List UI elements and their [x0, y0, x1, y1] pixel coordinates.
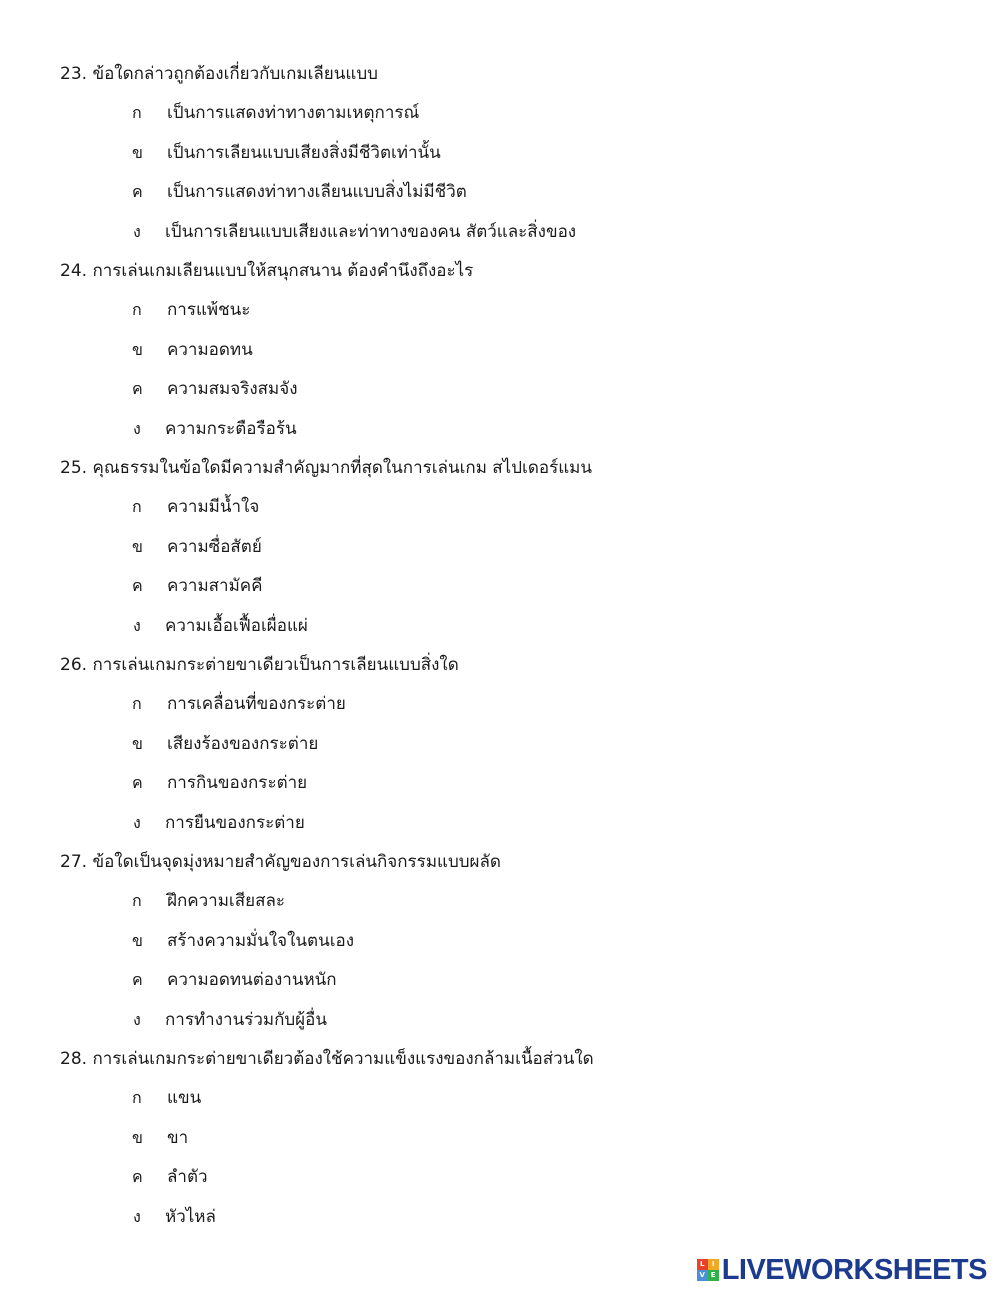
option-text: เป็นการแสดงท่าทางเลียนแบบสิ่งไม่มีชีวิต — [167, 182, 467, 203]
question-number: 27. — [60, 852, 88, 872]
option-letter: ง — [133, 812, 141, 832]
logo-tile-i: I — [708, 1259, 719, 1270]
option-text: การแพ้ชนะ — [167, 300, 251, 321]
logo-tile-e: E — [708, 1270, 719, 1281]
option-text: การเคลื่อนที่ของกระต่าย — [167, 694, 346, 715]
liveworksheets-logo-icon — [697, 1259, 719, 1281]
question-text — [60, 850, 501, 874]
option-letter: ก — [132, 694, 142, 714]
question-prompt: ข้อใดเป็นจุดมุ่งหมายสำคัญของการเล่นกิจกรรมแบบผลัด — [92, 852, 501, 872]
option-text: ความกระตือรือร้น — [165, 418, 297, 439]
option-text: ความซื่อสัตย์ — [167, 536, 262, 557]
question-number: 24. — [60, 261, 88, 281]
option-letter: ค — [132, 773, 143, 793]
question-number: 26. — [60, 655, 88, 675]
option-letter: ข — [132, 142, 143, 162]
question-prompt: การเล่นเกมกระต่ายขาเดียวเป็นการเลียนแบบสิ่งใด — [92, 655, 459, 675]
question-number: 23. — [60, 64, 88, 84]
option-letter: ข — [132, 1127, 143, 1147]
option-text: สร้างความมั่นใจในตนเอง — [167, 930, 355, 951]
question-prompt: การเล่นเกมเลียนแบบให้สนุกสนาน ต้องคำนึงถึงอะไร — [92, 261, 474, 281]
option-letter: ข — [132, 930, 143, 950]
option-text: ความมีน้ำใจ — [167, 497, 260, 518]
option-text: ฝึกความเสียสละ — [167, 891, 285, 912]
option-letter: ง — [133, 221, 141, 241]
option-text: เสียงร้องของกระต่าย — [167, 733, 319, 754]
option-letter: ก — [132, 1088, 142, 1108]
logo-tile-l: L — [697, 1259, 708, 1270]
option-letter: ข — [132, 733, 143, 753]
question-prompt: การเล่นเกมกระต่ายขาเดียวต้องใช้ความแข็งแรงของกล้ามเนื้อส่วนใด — [92, 1049, 594, 1069]
option-letter: ค — [132, 970, 143, 990]
option-letter: ง — [133, 1009, 141, 1029]
option-text: การกินของกระต่าย — [167, 773, 308, 794]
option-letter: ค — [132, 576, 143, 596]
option-text: หัวไหล่ — [165, 1206, 216, 1227]
option-letter: ค — [132, 379, 143, 399]
option-text: เป็นการเลียนแบบเสียงและท่าทางของคน สัตว์และสิ่งของ — [165, 221, 577, 242]
logo-tile-v: V — [697, 1270, 708, 1281]
option-letter: ก — [132, 300, 142, 320]
option-text: ความเอื้อเฟื้อเผื่อแผ่ — [165, 615, 308, 636]
option-text: การทำงานร่วมกับผู้อื่น — [165, 1009, 327, 1030]
option-letter: ค — [132, 1167, 143, 1187]
question-text — [60, 1047, 594, 1071]
option-letter: ข — [132, 339, 143, 359]
option-text: ขา — [167, 1127, 189, 1148]
question-prompt: คุณธรรมในข้อใดมีความสำคัญมากที่สุดในการเล่นเกม สไปเดอร์แมน — [92, 458, 593, 478]
question-text — [60, 62, 378, 86]
option-text: ลำตัว — [167, 1167, 208, 1188]
option-text: แขน — [167, 1088, 202, 1109]
option-text: ความอดทน — [167, 339, 253, 360]
option-text: เป็นการแสดงท่าทางตามเหตุการณ์ — [167, 103, 420, 124]
option-letter: ข — [132, 536, 143, 556]
option-text: เป็นการเลียนแบบเสียงสิ่งมีชีวิตเท่านั้น — [167, 142, 441, 163]
option-letter: ง — [133, 615, 141, 635]
option-letter: ก — [132, 497, 142, 517]
option-letter: ก — [132, 103, 142, 123]
liveworksheets-logo-text: LIVEWORKSHEETS — [721, 1254, 987, 1286]
liveworksheets-logo — [697, 1255, 987, 1285]
option-letter: ง — [133, 418, 141, 438]
question-prompt: ข้อใดกล่าวถูกต้องเกี่ยวกับเกมเลียนแบบ — [92, 64, 378, 84]
question-number: 28. — [60, 1049, 88, 1069]
option-letter: ค — [132, 182, 143, 202]
question-number: 25. — [60, 458, 88, 478]
question-text — [60, 653, 459, 677]
option-text: การยืนของกระต่าย — [165, 812, 305, 833]
option-text: ความสามัคคี — [167, 576, 263, 597]
question-text — [60, 259, 473, 283]
option-letter: ก — [132, 891, 142, 911]
question-text — [60, 456, 592, 480]
option-letter: ง — [133, 1206, 141, 1226]
option-text: ความสมจริงสมจัง — [167, 379, 298, 400]
option-text: ความอดทนต่องานหนัก — [167, 970, 337, 991]
